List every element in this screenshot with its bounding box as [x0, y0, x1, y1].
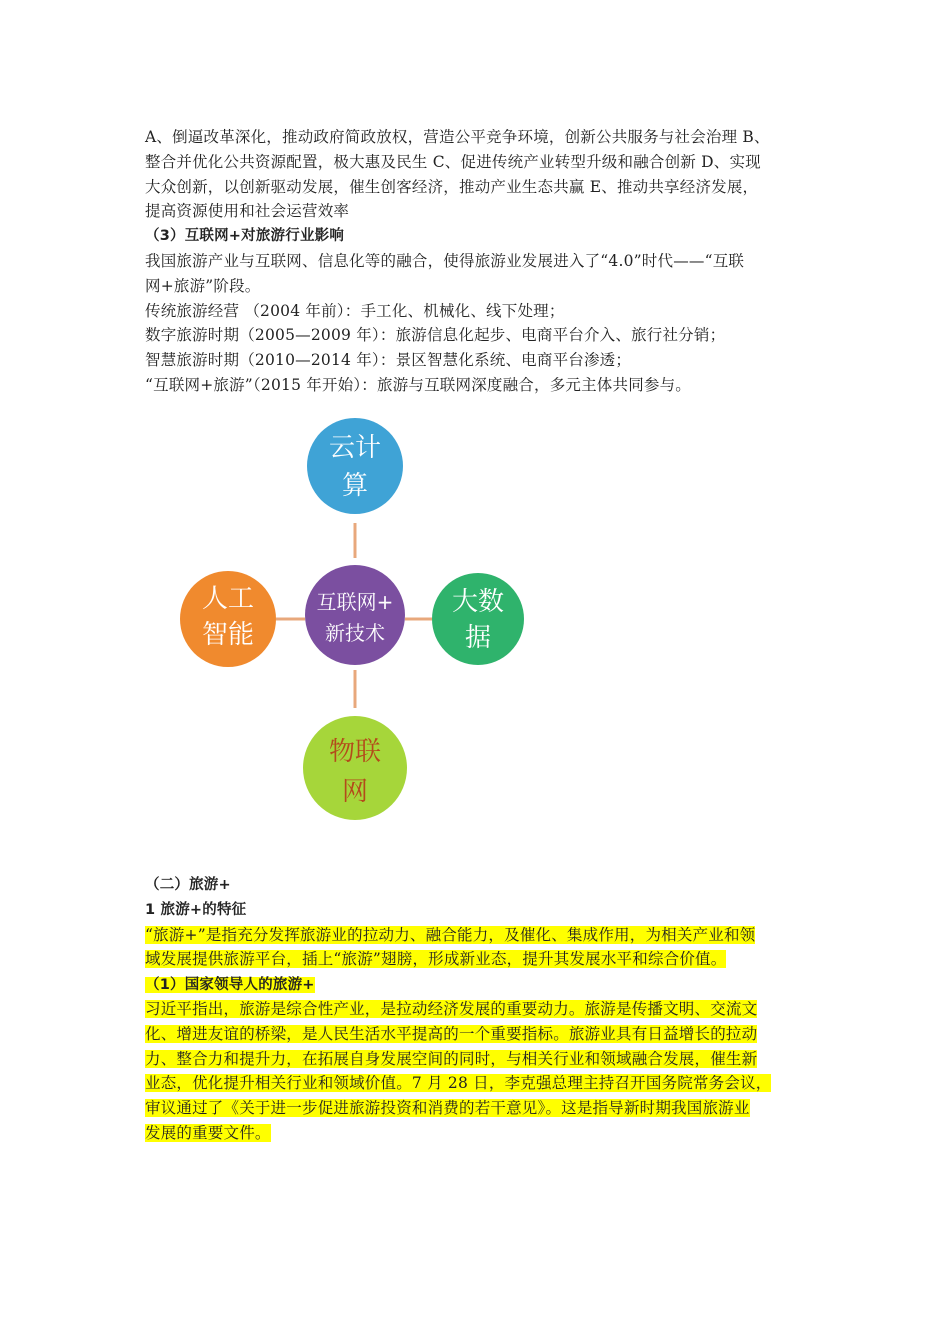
- tech-diagram: [170, 408, 550, 838]
- section3-heading: （3）互联网+对旅游行业影响: [145, 228, 345, 245]
- section3-para-line: 我国旅游产业与互联网、信息化等的融合，使得旅游业发展进入了“4.0”时代——“互联: [145, 251, 745, 270]
- stage-line: 数字旅游时期（2005—2009 年）：旅游信息化起步、电商平台介入、旅行社分销；: [145, 326, 726, 345]
- section2-sub2-heading: （1）国家领导人的旅游+: [145, 977, 315, 994]
- node-cloud-computing-label-2: 算: [341, 471, 369, 501]
- intro-paragraph: [145, 125, 810, 398]
- node-ai-label-1: 人工: [201, 584, 255, 614]
- intro-line: 大众创新，以创新驱动发展，催生创客经济，推动产业生态共赢 E、推动共享经济发展，: [145, 177, 759, 196]
- node-center: [305, 565, 405, 665]
- section2-sub1-heading: 1 旅游+的特征: [145, 901, 247, 918]
- tech-diagram-svg: [170, 408, 550, 838]
- intro-line: 整合并优化公共资源配置，极大惠及民生 C、促进传统产业转型升级和融合创新 D、实现: [145, 152, 761, 171]
- node-iot-label-1: 物联: [328, 737, 382, 767]
- section2: [145, 873, 810, 1146]
- stage-line: 传统旅游经营 （2004 年前）：手工化、机械化、线下处理；: [145, 301, 565, 320]
- node-cloud-computing-label-1: 云计: [328, 433, 382, 463]
- intro-line: 提高资源使用和社会运营效率: [145, 202, 350, 221]
- stage-line: “互联网+旅游”（2015 年开始）：旅游与互联网深度融合，多元主体共同参与。: [145, 375, 692, 394]
- section2-heading: （二）旅游+: [145, 877, 231, 893]
- stage-line: 智慧旅游时期（2010—2014 年）：景区智慧化系统、电商平台渗透；: [145, 351, 632, 370]
- sub2-highlight-line: 发展的重要文件。: [145, 1123, 271, 1142]
- node-ai-label-2: 智能: [201, 620, 255, 650]
- sub1-highlight-line: “旅游+”是指充分发挥旅游业的拉动力、融合能力，及催化、集成作用，为相关产业和领: [145, 925, 756, 944]
- node-iot-label-2: 网: [341, 777, 369, 807]
- sub2-highlight-line: 业态，优化提升相关行业和领域价值。7 月 28 日，李克强总理主持召开国务院常务会议，: [145, 1074, 772, 1093]
- sub1-highlight-line: 域发展提供旅游平台，插上“旅游”翅膀，形成新业态，提升其发展水平和综合价值。: [145, 950, 727, 969]
- sub2-highlight-line: 力、整合力和提升力，在拓展自身发展空间的同时，与相关行业和领域融合发展，催生新: [145, 1049, 758, 1068]
- node-center-label-1: 互联网+: [316, 590, 394, 614]
- node-center-label-2: 新技术: [325, 621, 385, 645]
- sub2-highlight-line: 化、增进友谊的桥梁，是人民生活水平提高的一个重要指标。旅游业具有日益增长的拉动: [145, 1024, 758, 1043]
- node-big-data-label-2: 据: [464, 623, 492, 653]
- intro-line: A、倒逼改革深化，推动政府简政放权，营造公平竞争环境，创新公共服务与社会治理 B、: [145, 128, 770, 146]
- sub2-highlight-line: 习近平指出，旅游是综合性产业，是拉动经济发展的重要动力。旅游是传播文明、交流文: [145, 999, 758, 1018]
- section3-para-line: 网+旅游”阶段。: [145, 276, 261, 295]
- node-big-data-label-1: 大数: [451, 587, 505, 617]
- sub2-highlight-line: 审议通过了《关于进一步促进旅游投资和消费的若干意见》。这是指导新时期我国旅游业: [145, 1099, 750, 1118]
